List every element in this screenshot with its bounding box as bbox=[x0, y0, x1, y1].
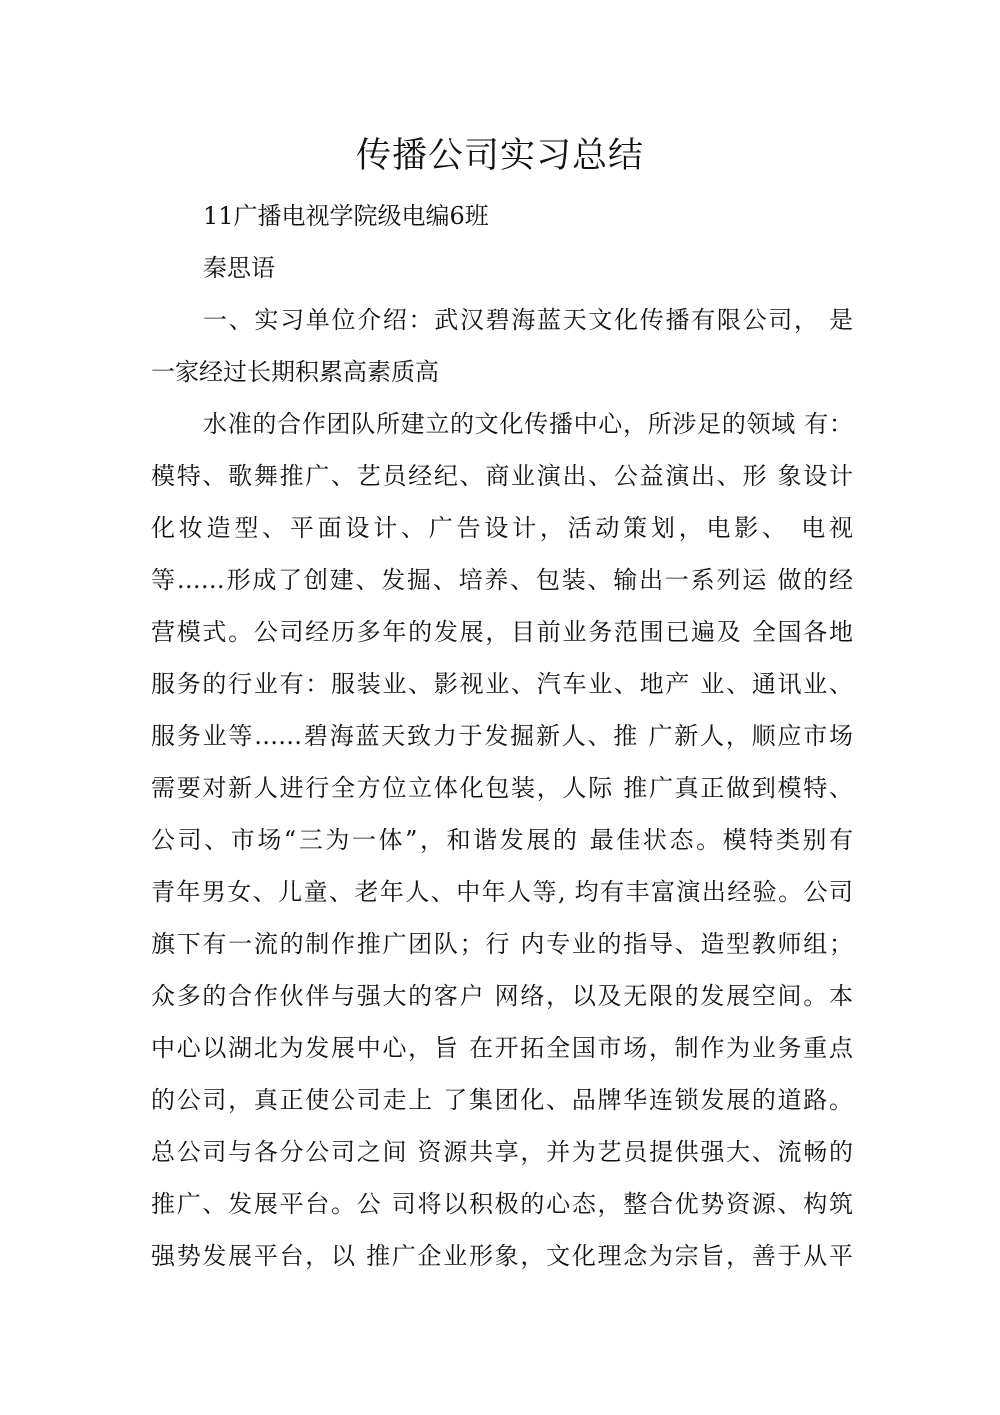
paragraph-line: 公司、市场“三为一体”，和谐发展的 最佳状态。模特类别有 bbox=[151, 826, 853, 854]
paragraph-line: 旗下有一流的制作推广团队；行 内专业的指导、造型教师组； bbox=[151, 930, 853, 958]
paragraph-line: 化妆造型、平面设计、广告设计，活动策划，电影、 电视 bbox=[151, 514, 853, 542]
paragraph-line: 众多的合作伙伴与强大的客户 网络，以及无限的发展空间。本 bbox=[151, 982, 853, 1010]
section-heading-line: 一家经过长期积累高素质高 bbox=[151, 358, 439, 386]
document-title: 传播公司实习总结 bbox=[355, 136, 644, 176]
paragraph-line: 等……形成了创建、发掘、培养、包装、输出一系列运 做的经 bbox=[151, 566, 853, 594]
paragraph-line: 水准的合作团队所建立的文化传播中心，所涉足的领域 有： bbox=[203, 410, 853, 438]
paragraph-line: 强势发展平台，以 推广企业形象，文化理念为宗旨，善于从平 bbox=[151, 1242, 853, 1270]
class-info: 11广播电视学院级电编6班 bbox=[203, 202, 489, 230]
author-name: 秦思语 bbox=[203, 254, 275, 282]
paragraph-line: 需要对新人进行全方位立体化包装，人际 推广真正做到模特、 bbox=[151, 774, 853, 802]
paragraph-line: 推广、发展平台。公 司将以积极的心态，整合优势资源、构筑 bbox=[151, 1190, 853, 1218]
paragraph-line: 模特、歌舞推广、艺员经纪、商业演出、公益演出、形 象设计 bbox=[151, 462, 853, 490]
paragraph-line: 的公司，真正使公司走上 了集团化、品牌华连锁发展的道路。 bbox=[151, 1086, 853, 1114]
paragraph-line: 服务业等……碧海蓝天致力于发掘新人、推 广新人，顺应市场 bbox=[151, 722, 853, 750]
document-body bbox=[151, 190, 853, 1282]
paragraph-line: 中心以湖北为发展中心，旨 在开拓全国市场，制作为业务重点 bbox=[151, 1034, 853, 1062]
paragraph-line: 青年男女、儿童、老年人、中年人等, 均有丰富演出经验。公司 bbox=[151, 878, 853, 906]
paragraph-line: 营模式。公司经历多年的发展，目前业务范围已遍及 全国各地 bbox=[151, 618, 853, 646]
paragraph-line: 服务的行业有：服装业、影视业、汽车业、地产 业、通讯业、 bbox=[151, 670, 853, 698]
paragraph-line: 总公司与各分公司之间 资源共享，并为艺员提供强大、流畅的 bbox=[151, 1138, 853, 1166]
section-heading-line: 一、实习单位介绍：武汉碧海蓝天文化传播有限公司， 是 bbox=[203, 306, 853, 334]
